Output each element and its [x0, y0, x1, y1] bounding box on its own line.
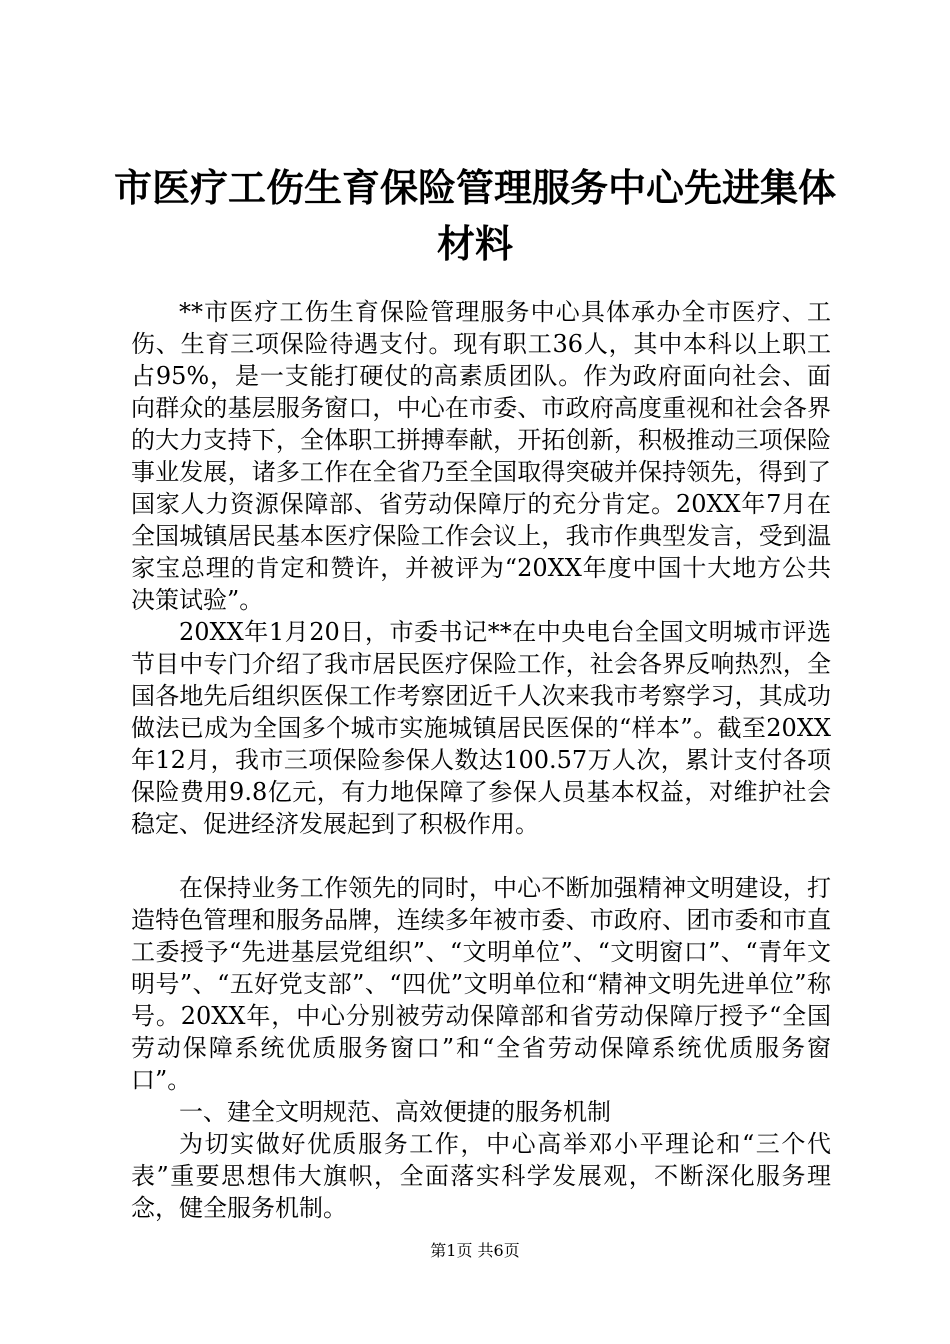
section-heading: 一、建全文明规范、高效便捷的服务机制 — [179, 1098, 611, 1126]
paragraph-honors: 在保持业务工作领先的同时，中心不断加强精神文明建设，打造特色管理和服务品牌，连续多年被市委、市政府、团市委和市直工委授予“先进基层党组织”、“文明单位”、“文明窗口”、“青年文明号”、“五好党支部”、“四优”文明单位和“精神文明先进单位”称号。20XX年，中心分别被劳动保障部和省劳动保障厅授予“全国劳动保障系统优质服务窗口”和“全省劳动保障系统优质服务窗口”。 — [131, 874, 831, 1094]
document-body — [131, 296, 831, 1224]
page-number: 第1页 共6页 — [430, 1241, 520, 1260]
document-title: 市医疗工伤生育保险管理服务中心先进集体材料 — [113, 166, 836, 266]
paragraph-intro: **市医疗工伤生育保险管理服务中心具体承办全市医疗、工伤、生育三项保险待遇支付。现有职工36人，其中本科以上职工占95%，是一支能打硬仗的高素质团队。作为政府面向社会、面向群众的基层服务窗口，中心在市委、市政府高度重视和社会各界的大力支持下，全体职工拼搏奉献，开拓创新，积极推动三项保险事业发展，诸多工作在全省乃至全国取得突破并保持领先，得到了国家人力资源保障部、省劳动保障厅的充分肯定。20XX年7月在全国城镇居民基本医疗保险工作会议上，我市作典型发言，受到温家宝总理的肯定和赞许，并被评为“20XX年度中国十大地方公共决策试验”。 — [131, 298, 831, 614]
paragraph-service: 为切实做好优质服务工作，中心高举邓小平理论和“三个代表”重要思想伟大旗帜，全面落实科学发展观，不断深化服务理念，健全服务机制。 — [131, 1130, 831, 1222]
paragraph-achievements: 20XX年1月20日，市委书记**在中央电台全国文明城市评选节目中专门介绍了我市居民医疗保险工作，社会各界反响热烈，全国各地先后组织医保工作考察团近千人次来我市考察学习，其成功做法已成为全国多个城市实施城镇居民医保的“样本”。截至20XX年12月，我市三项保险参保人数达100.57万人次，累计支付各项保险费用9.8亿元，有力地保障了参保人员基本权益，对维护社会稳定、促进经济发展起到了积极作用。 — [131, 618, 831, 838]
